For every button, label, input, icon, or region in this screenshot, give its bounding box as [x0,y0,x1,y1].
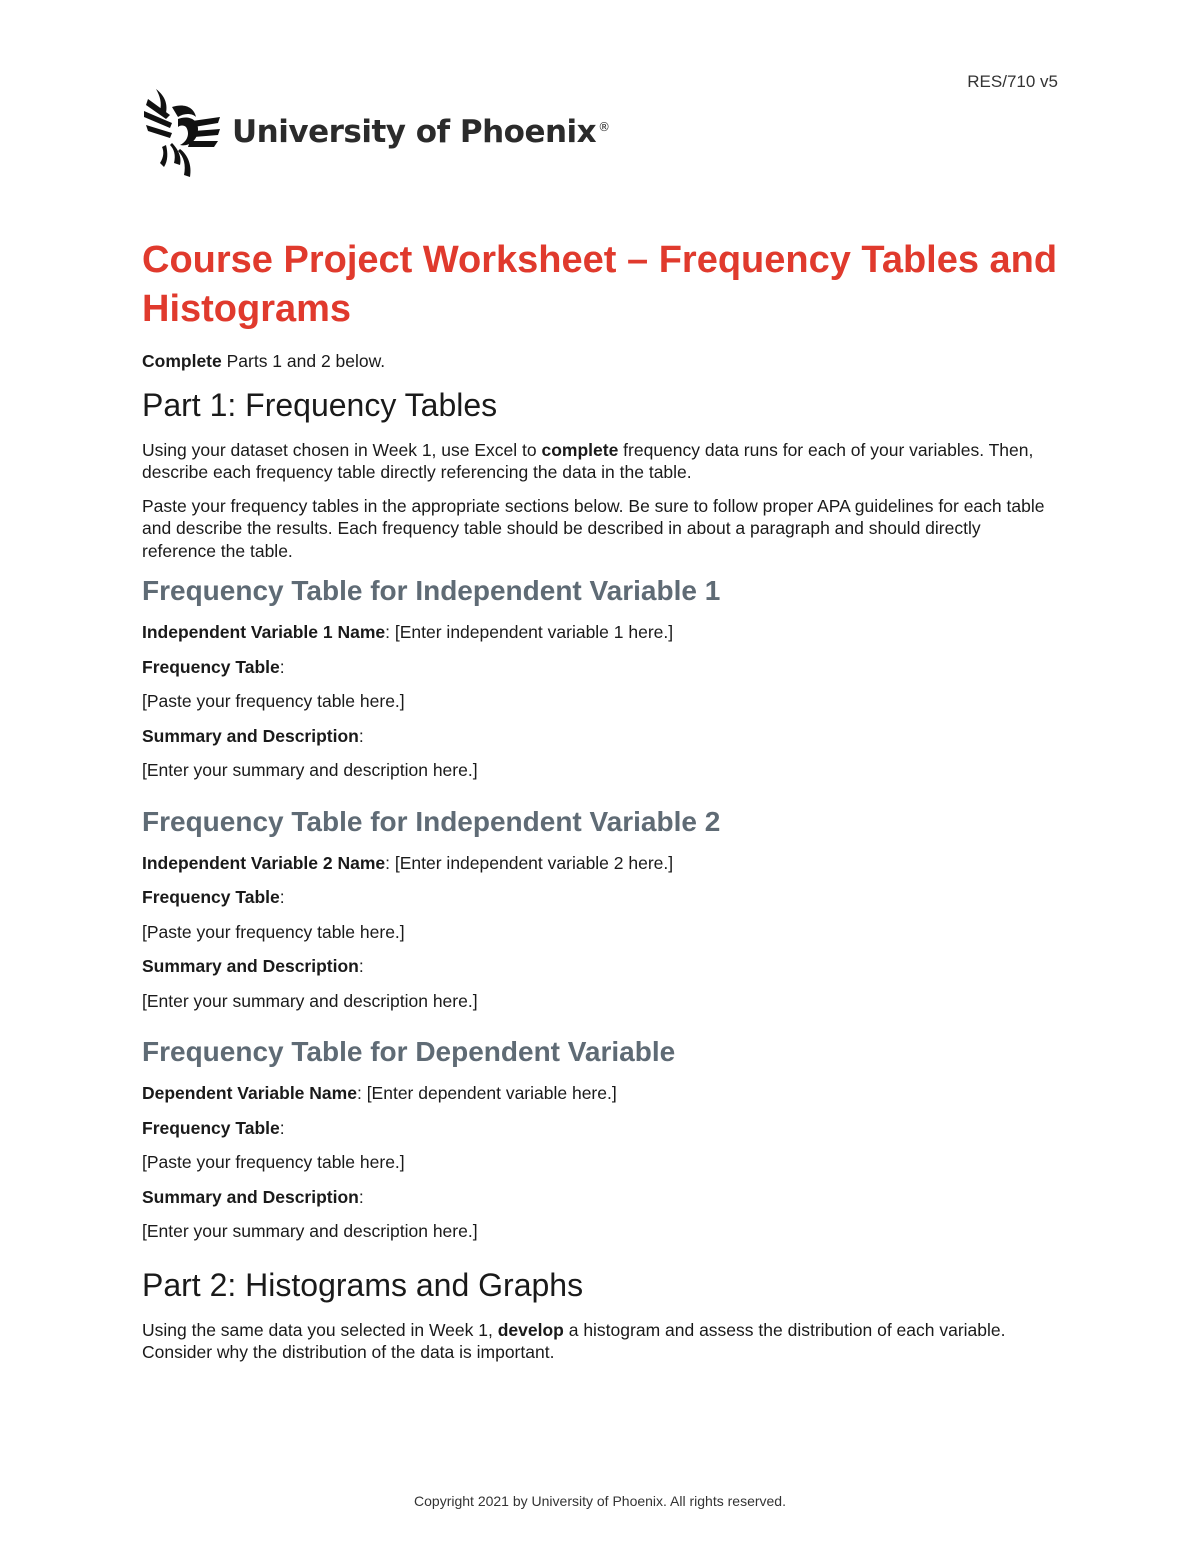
frequency-table-placeholder[interactable]: [Paste your frequency table here.] [142,921,405,942]
document-title: Course Project Worksheet – Frequency Tables and Histograms [142,239,1058,330]
intro-text: Complete Parts 1 and 2 below. [142,351,386,371]
variable-name-field[interactable]: Independent Variable 1 Name: [Enter independent variable 1 here.] [142,622,674,642]
frequency-table-label: Frequency Table: [142,656,285,677]
frequency-table-label: Frequency Table: [142,1117,285,1138]
section-heading: Frequency Table for Independent Variable 2 [142,805,721,837]
phoenix-bird-icon [142,85,220,179]
part1-paragraph-1: Using your dataset chosen in Week 1, use Excel to complete frequency data runs for each of your variables. Then, describe each frequency table directly referencing the data in the table. [142,439,1034,482]
course-code: RES/710 v5 [967,72,1058,91]
part1-paragraph-2: Paste your frequency tables in the appropriate sections below. Be sure to follow proper APA guidelines for each table and describe the results. Each frequency table should be described in about a paragraph and should directly reference the table. [142,495,1045,561]
section-independent-variable-2 [142,804,1058,1013]
summary-label: Summary and Description: [142,1186,364,1207]
frequency-table-label: Frequency Table: [142,887,285,907]
section-heading: Frequency Table for Dependent Variable [142,1036,676,1067]
section-dependent-variable [142,1034,1058,1243]
summary-label: Summary and Description: [142,725,364,746]
copyright-footer: Copyright 2021 by University of Phoenix. All rights reserved. [414,1493,786,1509]
summary-label: Summary and Description: [142,956,364,976]
document-body [142,236,1058,1375]
part1-heading: Part 1: Frequency Tables [142,386,498,423]
summary-placeholder[interactable]: [Enter your summary and description here.] [142,760,478,780]
section-heading: Frequency Table for Independent Variable 1 [142,575,721,606]
university-logo [142,84,610,180]
summary-placeholder[interactable]: [Enter your summary and description here.] [142,1221,478,1241]
frequency-table-placeholder[interactable]: [Paste your frequency table here.] [142,691,405,711]
logo-wordmark: University of Phoenix ® [232,114,610,150]
variable-name-field[interactable]: Dependent Variable Name: [Enter dependent variable here.] [142,1083,617,1103]
frequency-table-placeholder[interactable]: [Paste your frequency table here.] [142,1152,405,1172]
part2-heading: Part 2: Histograms and Graphs [142,1266,584,1303]
summary-placeholder[interactable]: [Enter your summary and description here.] [142,990,478,1011]
section-independent-variable-1 [142,573,1058,782]
variable-name-field[interactable]: Independent Variable 2 Name: [Enter independent variable 2 here.] [142,852,674,873]
part2-paragraph: Using the same data you selected in Week 1, develop a histogram and assess the distribution of each variable. Consider why the distribution of the data is important. [142,1319,1006,1362]
